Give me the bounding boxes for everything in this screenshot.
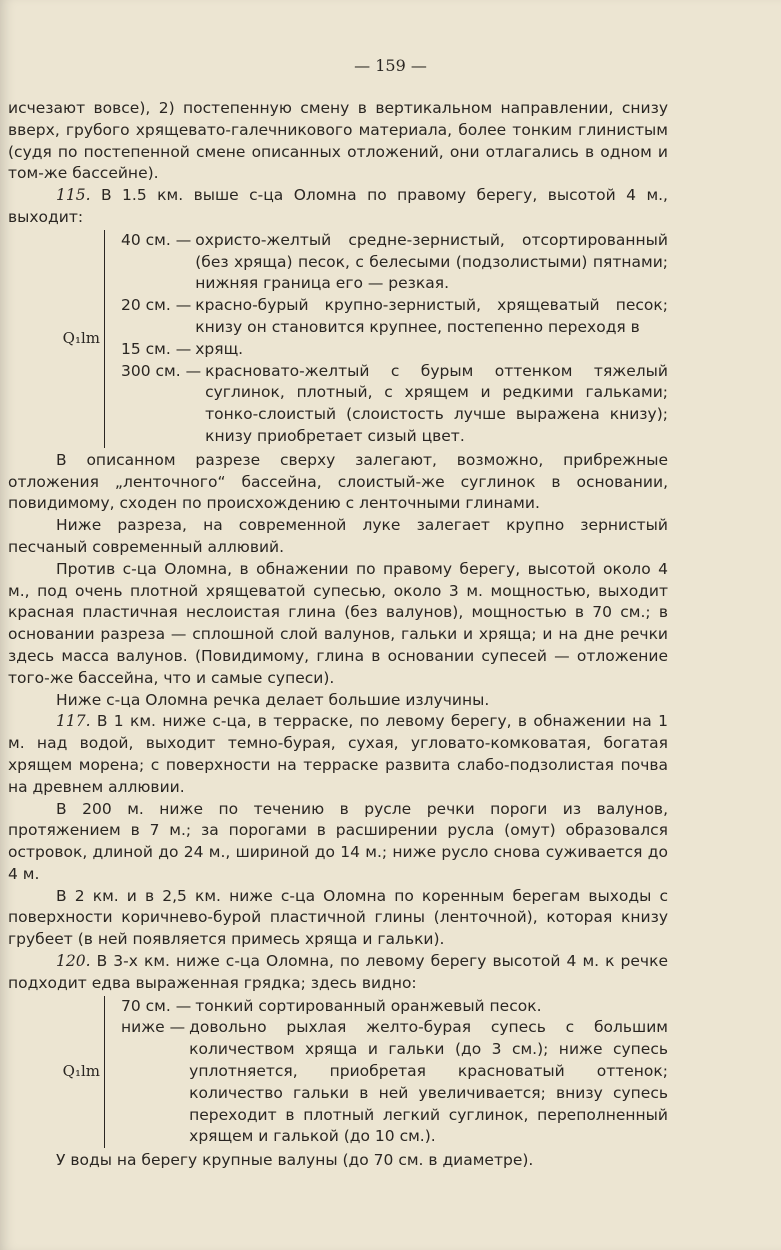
strata-list <box>121 996 668 1149</box>
page-body <box>8 98 668 1172</box>
paragraph: Ниже с-ца Оломна речка делает большие излучины. <box>56 690 490 709</box>
paragraph-120: 120. В 3-х км. ниже с-ца Оломна, по левому берегу высотой 4 м. к речке подходит едва выраженная грядка; здесь видно: <box>8 952 668 992</box>
paragraph: исчезают вовсе), 2) постепенную смену в вертикальном направлении, снизу вверх, грубого хрящевато-галечникового материала, более тонким глинистым (судя по постепенной смене описанных отложений, они отлагались в одном и том-же бассейне). <box>8 99 668 183</box>
paragraph-117: 117. В 1 км. ниже с-ца, в терраске, по левому берегу, в обнажении на 1 м. над водой, выходит темно-бурая, сухая, угловато-комковатая, богатая хрящем морена; с поверхности на терраске развита слабо-подзолистая почва на древнем аллювии. <box>8 712 668 796</box>
stratigraphic-section <box>8 996 668 1149</box>
paragraph: Против с-ца Оломна, в обнажении по правому берегу, высотой около 4 м., под очень плотной хрящеватой супесью, около 3 м. мощностью, выходит красная пластичная неслоистая глина (без валунов), мощностью в 70 см.; в основании разреза — сплошной слой валунов, гальки и хряща; и на дне речки здесь масса валунов. (Повидимому, глина в основании супесей — отложение того-же бассейна, что и самые супеси). <box>8 559 668 687</box>
section-number: 120. <box>56 952 91 971</box>
stratum-label: Q₁lm <box>62 1062 100 1081</box>
stratum-entry: ниже — довольно рыхлая желто-бурая супесь с большим количеством хряща и гальки (до 3 см.); ниже супесь уплотняется, приобретая красноватый оттенок; количество гальки в ней увеличивается; внизу супесь переходит в плотный легкий суглинок, переполненный хрящем и галькой (до 10 см.). <box>121 1018 668 1146</box>
section-bracket <box>104 230 115 448</box>
paragraph: У воды на берегу крупные валуны (до 70 см. в диаметре). <box>56 1151 534 1170</box>
strata-list <box>121 230 668 448</box>
section-number: 117. <box>56 712 91 731</box>
paragraph-115: 115. В 1.5 км. выше с-ца Оломна по правому берегу, высотой 4 м., выходит: <box>8 186 668 226</box>
stratum-entry: 70 см. — тонкий сортированный оранжевый песок. <box>121 996 542 1015</box>
stratum-entry: 15 см. — хрящ. <box>121 339 244 358</box>
paragraph: В 200 м. ниже по течению в русле речки пороги из валунов, протяжением в 7 м.; за порогами в расширении русла (омут) образовался островок, длиной до 24 м., шириной до 14 м.; ниже русло снова суживается до 4 м. <box>8 799 668 883</box>
stratum-entry: 300 см. — красновато-желтый с бурым оттенком тяжелый суглинок, плотный, с хрящем и редкими гальками; тонко-слоистый (слоистость лучше выражена книзу); книзу приобретает сизый цвет. <box>121 361 668 445</box>
paragraph: В описанном разрезе сверху залегают, возможно, прибрежные отложения „ленточного“ бассейна, слоистый-же суглинок в основании, повидимому, сходен по происхождению с ленточными глинами. <box>8 450 668 513</box>
paragraph: Ниже разреза, на современной луке залегает крупно зернистый песчаный современный аллювий. <box>8 516 668 556</box>
stratum-label: Q₁lm <box>62 328 100 347</box>
paragraph: В 2 км. и в 2,5 км. ниже с-ца Оломна по коренным берегам выходы с поверхности коричнево-бурой пластичной глины (ленточной), которая книзу грубеет (в ней появляется примесь хряща и гальки). <box>8 886 668 949</box>
section-number: 115. <box>56 186 91 205</box>
stratum-entry: 40 см. — охристо-желтый средне-зернистый, отсортированный (без хряща) песок, с белесыми (подзолистыми) пятнами; нижняя граница его — резкая. <box>121 230 668 293</box>
page-number: — 159 — <box>354 56 427 75</box>
stratigraphic-section <box>8 230 668 448</box>
stratum-entry: 20 см. — красно-бурый крупно-зернистый, хрящеватый песок; книзу он становится крупнее, постепенно переходя в <box>121 296 668 336</box>
section-bracket <box>104 996 115 1149</box>
